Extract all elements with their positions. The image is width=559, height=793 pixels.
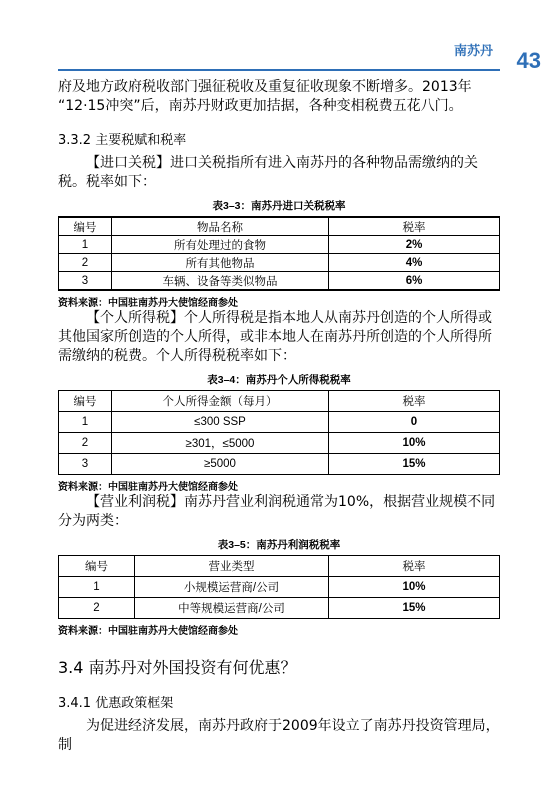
closing-paragraph: 为促进经济发展，南苏丹政府于2009年设立了南苏丹投资管理局，制 <box>58 718 500 753</box>
table1-source: 资料来源：中国驻南苏丹大使馆经商参处 <box>58 298 238 309</box>
table-header-cell: 编号 <box>59 217 112 236</box>
intro-line-1: 府及地方政府税收部门强征税收及重复征收现象不断增多。2013年 <box>58 79 472 95</box>
table-cell: 2% <box>329 236 500 254</box>
table-row <box>59 254 500 272</box>
income-tax-paragraph: 【个人所得税】个人所得税是指本地人从南苏丹创造的个人所得或其他国家所创造的个人所得，或非本地人在南苏丹所创造的个人所得所需缴纳的税费。个人所得税税率如下： <box>58 310 492 364</box>
table-header-cell: 税率 <box>329 217 500 236</box>
section-heading-34: 3.4 南苏丹对外国投资有何优惠？ <box>58 658 297 677</box>
table-cell: 2 <box>59 598 135 619</box>
table-header-cell: 编号 <box>59 556 135 577</box>
table-cell: ≥5000 <box>112 454 329 475</box>
table-cell: 1 <box>59 577 135 598</box>
table-cell: 2 <box>59 254 112 272</box>
import-tax-paragraph: 【进口关税】进口关税指所有进入南苏丹的各种物品需缴纳的关税。税率如下： <box>58 155 478 190</box>
profit-tax-paragraph: 【营业利润税】南苏丹营业利润税通常为10%，根据营业规模不同分为两类： <box>58 494 496 529</box>
table-cell: 所有处理过的食物 <box>112 236 329 254</box>
table-header-cell: 营业类型 <box>135 556 329 577</box>
table-cell: 6% <box>329 272 500 291</box>
table-cell: 10% <box>329 577 500 598</box>
table-header-row <box>59 391 500 412</box>
table-header-cell: 编号 <box>59 391 112 412</box>
table-header-row <box>59 217 500 236</box>
table-row <box>59 598 500 619</box>
table-header-cell: 税率 <box>329 556 500 577</box>
table-cell: 2 <box>59 433 112 454</box>
table-cell: 3 <box>59 272 112 291</box>
table-cell: 1 <box>59 412 112 433</box>
table1-caption: 表3–3：南苏丹进口关税税率 <box>212 200 346 212</box>
intro-line-2: “12·15冲突”后，南苏丹财政更加拮据，各种变相税费五花八门。 <box>58 98 463 114</box>
table-header-row <box>59 556 500 577</box>
import-tax-table <box>58 216 500 291</box>
table-header-cell: 税率 <box>329 391 500 412</box>
page-number: 43 <box>516 48 541 73</box>
table2-caption: 表3–4：南苏丹个人所得税税率 <box>207 374 351 386</box>
page-body <box>58 78 500 755</box>
table-cell: 4% <box>329 254 500 272</box>
table-cell: 车辆、设备等类似物品 <box>112 272 329 291</box>
header-country-name: 南苏丹 <box>453 44 493 59</box>
table-cell: 10% <box>329 433 500 454</box>
income-tax-table <box>58 390 500 475</box>
table-cell: 15% <box>329 598 500 619</box>
table2-source: 资料来源：中国驻南苏丹大使馆经商参处 <box>58 482 238 493</box>
table-cell: 中等规模运营商/公司 <box>135 598 329 619</box>
table-cell: 1 <box>59 236 112 254</box>
table-row <box>59 433 500 454</box>
table-header-cell: 物品名称 <box>112 217 329 236</box>
header-rule <box>58 69 500 71</box>
table-cell: 15% <box>329 454 500 475</box>
subsection-heading-341: 3.4.1 优惠政策框架 <box>58 696 174 711</box>
table-cell: 所有其他物品 <box>112 254 329 272</box>
subsection-heading-332: 3.3.2 主要税赋和税率 <box>58 133 187 148</box>
table3-caption: 表3–5：南苏丹利润税税率 <box>217 539 341 551</box>
table-cell: ≥301，≤5000 <box>112 433 329 454</box>
table3-source: 资料来源：中国驻南苏丹大使馆经商参处 <box>58 626 238 637</box>
table-row <box>59 412 500 433</box>
table-cell: 0 <box>329 412 500 433</box>
table-row <box>59 577 500 598</box>
table-cell: 3 <box>59 454 112 475</box>
table-cell: ≤300 SSP <box>112 412 329 433</box>
table-row <box>59 454 500 475</box>
table-row <box>59 272 500 291</box>
table-header-cell: 个人所得金额（每月） <box>112 391 329 412</box>
profit-tax-table <box>58 555 500 619</box>
table-row <box>59 236 500 254</box>
table-cell: 小规模运营商/公司 <box>135 577 329 598</box>
